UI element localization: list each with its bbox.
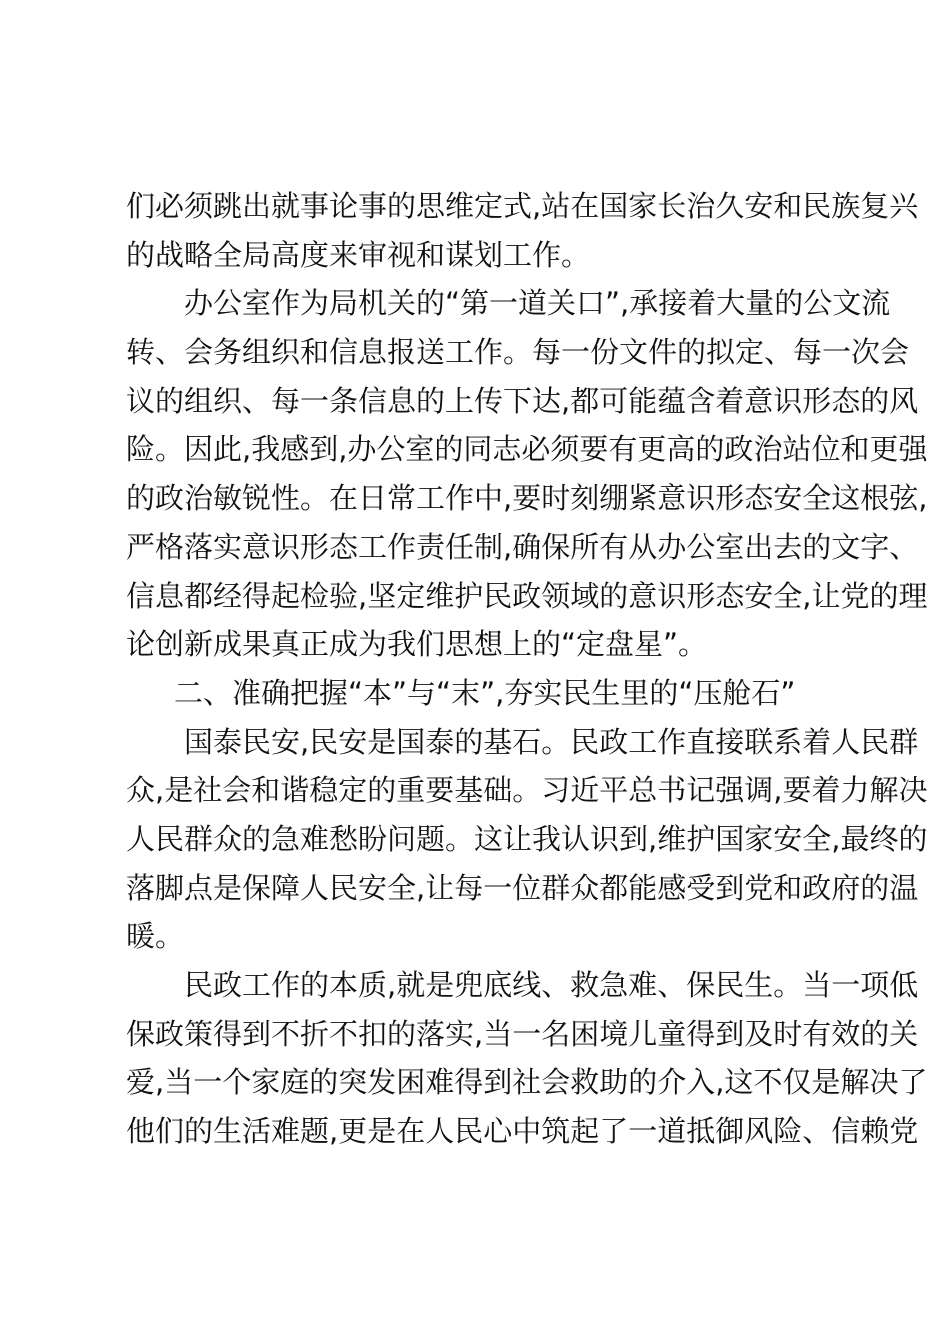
text-line: 保政策得到不折不扣的落实,当一名困境儿童得到及时有效的关 [126,1016,919,1051]
text-line: 国泰民安,民安是国泰的基石。民政工作直接联系着人民群 [184,724,919,759]
text-line: 民政工作的本质,就是兜底线、救急难、保民生。当一项低 [184,968,919,1002]
text-line: 办公室作为局机关的“第一道关口”,承接着大量的公文流 [184,286,891,321]
text-line: 信息都经得起检验,坚定维护民政领域的意识形态安全,让党的理 [126,578,928,613]
text-line: 们必须跳出就事论事的思维定式,站在国家长治久安和民族复兴 [126,189,919,223]
text-line: 的战略全局高度来审视和谋划工作。 [126,237,591,272]
text-line: 论创新成果真正成为我们思想上的“定盘星”。 [126,627,708,662]
section-heading: 二、准确把握“本”与“末”,夯实民生里的“压舱石” [174,675,796,710]
body-text [126,182,928,1156]
text-line: 转、会务组织和信息报送工作。每一份文件的拟定、每一次会 [126,335,910,370]
text-line: 众,是社会和谐稳定的重要基础。习近平总书记强调,要着力解决 [126,773,928,808]
text-line: 他们的生活难题,更是在人民心中筑起了一道抵御风险、信赖党 [126,1114,919,1149]
text-line: 的政治敏锐性。在日常工作中,要时刻绷紧意识形态安全这根弦, [126,481,928,516]
text-line: 险。因此,我感到,办公室的同志必须要有更高的政治站位和更强 [126,432,928,467]
text-line: 落脚点是保障人民安全,让每一位群众都能感受到党和政府的温 [126,870,919,905]
text-line: 暖。 [126,919,185,954]
text-line: 人民群众的急难愁盼问题。这让我认识到,维护国家安全,最终的 [126,821,928,856]
text-line: 严格落实意识形态工作责任制,确保所有从办公室出去的文字、 [126,529,919,564]
text-line: 爱,当一个家庭的突发困难得到社会救助的介入,这不仅是解决了 [126,1065,928,1100]
text-line: 议的组织、每一条信息的上传下达,都可能蕴含着意识形态的风 [126,383,919,418]
